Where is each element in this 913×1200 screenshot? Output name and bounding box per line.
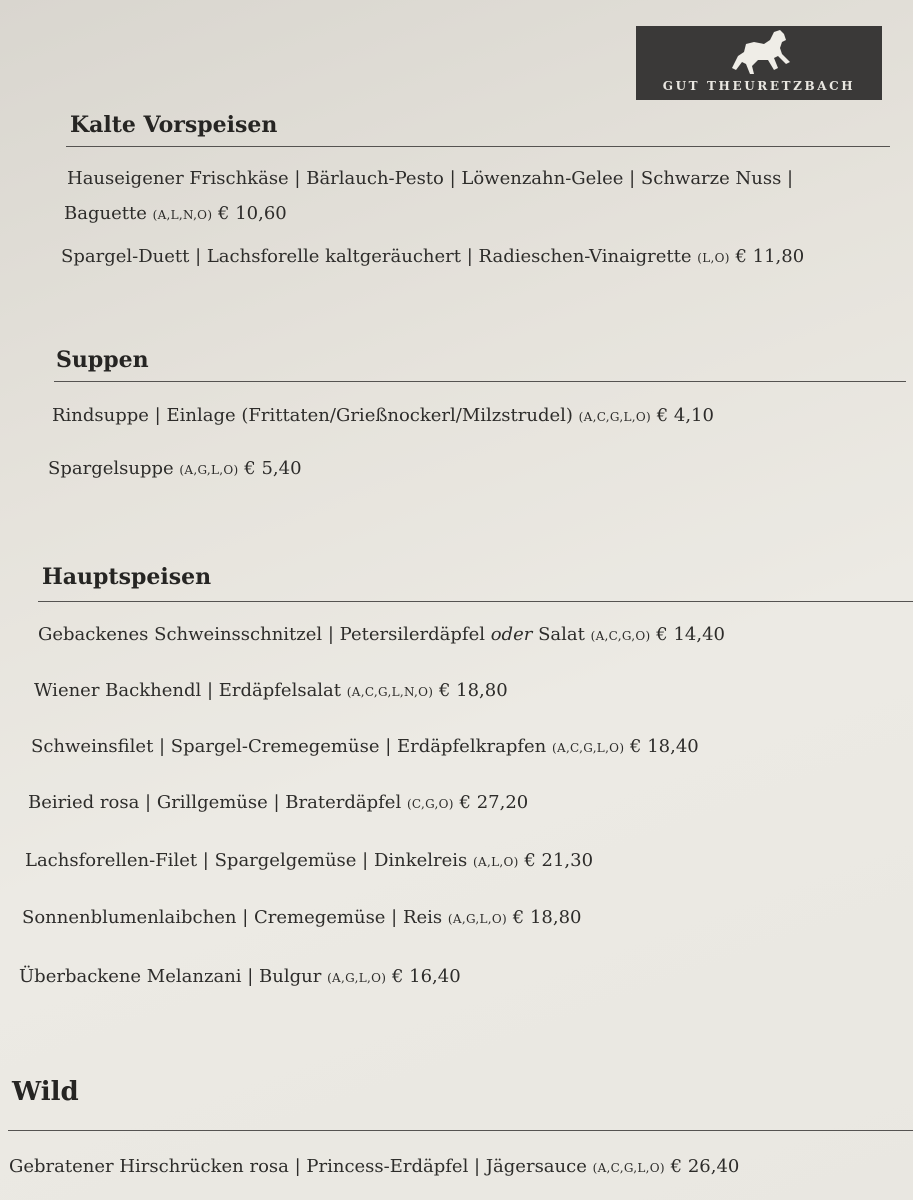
menu-item-allergens: (A,G,L,O) — [447, 912, 508, 926]
menu-item-name: Lachsforellen-Filet | Spargelgemüse | Dinkelreis — [25, 850, 468, 871]
menu-item-name: Überbackene Melanzani | Bulgur — [19, 966, 322, 987]
menu-item-allergens: (A,G,L,O) — [327, 971, 387, 985]
menu-item — [9, 1156, 739, 1177]
menu-item-price: € 21,30 — [524, 850, 594, 871]
menu-item-name: Gebackenes Schweinsschnitzel | Petersilerdäpfel — [38, 624, 485, 645]
section-divider — [54, 381, 906, 382]
brand-name: GUT THEURETZBACH — [662, 79, 856, 93]
menu-item — [22, 907, 582, 928]
menu-item — [34, 680, 508, 701]
menu-item-price: € 14,40 — [656, 624, 725, 645]
menu-item-allergens: (A,C,G,L,O) — [592, 1161, 665, 1175]
menu-item-price: € 26,40 — [670, 1156, 740, 1177]
menu-item-price: € 18,40 — [630, 736, 699, 757]
menu-item — [52, 405, 714, 426]
brand-logo — [636, 26, 882, 100]
section-divider — [66, 146, 890, 147]
menu-item — [38, 624, 725, 645]
menu-item-allergens: (C,G,O) — [406, 797, 454, 811]
menu-item-allergens: (A,C,G,L,O) — [578, 410, 651, 424]
menu-item-name: Spargel-Duett | Lachsforelle kaltgeräuchert | Radieschen-Vinaigrette — [61, 246, 692, 267]
menu-item-allergens: (A,C,G,L,N,O) — [346, 685, 434, 699]
menu-item-name: Salat — [538, 624, 585, 645]
menu-item-price: € 16,40 — [391, 966, 461, 987]
section-title-wild: Wild — [12, 1077, 79, 1107]
menu-item-name: Beiried rosa | Grillgemüse | Braterdäpfel — [28, 792, 402, 813]
menu-item-name: Rindsuppe | Einlage (Frittaten/Grießnockerl/Milzstrudel) — [52, 405, 573, 426]
section-divider — [8, 1130, 913, 1131]
section-title-hauptspeisen: Hauptspeisen — [42, 564, 212, 590]
menu-item-name: Sonnenblumenlaibchen | Cremegemüse | Reis — [22, 907, 443, 928]
menu-item-price: € 27,20 — [459, 792, 529, 813]
horse-icon — [724, 28, 794, 78]
menu-item-price: € 5,40 — [244, 458, 302, 479]
menu-item-name-italic: oder — [490, 624, 533, 645]
menu-item — [67, 168, 793, 189]
menu-item-price: € 11,80 — [735, 246, 805, 267]
menu-item-name: Gebratener Hirschrücken rosa | Princess-Erdäpfel | Jägersauce — [9, 1156, 587, 1177]
menu-item-name: Schweinsfilet | Spargel-Cremegemüse | Erdäpfelkrapfen — [31, 736, 547, 757]
menu-item — [64, 203, 287, 224]
menu-item — [28, 792, 528, 813]
menu-item-name: Spargelsuppe — [48, 458, 174, 479]
menu-item-allergens: (A,L,O) — [473, 855, 519, 869]
menu-item — [48, 458, 302, 479]
menu-item — [19, 966, 461, 987]
menu-item-price: € 18,80 — [512, 907, 582, 928]
menu-item — [61, 246, 804, 267]
menu-item-price: € 18,80 — [438, 680, 508, 701]
section-title-suppen: Suppen — [56, 347, 149, 373]
menu-item-allergens: (A,C,G,O) — [590, 629, 651, 643]
menu-item-name: Baguette — [64, 203, 147, 224]
menu-item — [25, 850, 593, 871]
menu-item-price: € 4,10 — [656, 405, 714, 426]
section-divider — [38, 601, 913, 602]
menu-item-allergens: (L,O) — [697, 251, 730, 265]
menu-item-allergens: (A,G,L,O) — [179, 463, 239, 477]
menu-item-allergens: (A,L,N,O) — [152, 208, 213, 222]
menu-item — [31, 736, 699, 757]
menu-item-allergens: (A,C,G,L,O) — [552, 741, 625, 755]
menu-item-name: Hauseigener Frischkäse | Bärlauch-Pesto | Löwenzahn-Gelee | Schwarze Nuss | — [67, 168, 794, 189]
menu-item-price: € 10,60 — [218, 203, 287, 224]
section-title-kalte-vorspeisen: Kalte Vorspeisen — [70, 112, 278, 138]
menu-item-name: Wiener Backhendl | Erdäpfelsalat — [34, 680, 342, 701]
